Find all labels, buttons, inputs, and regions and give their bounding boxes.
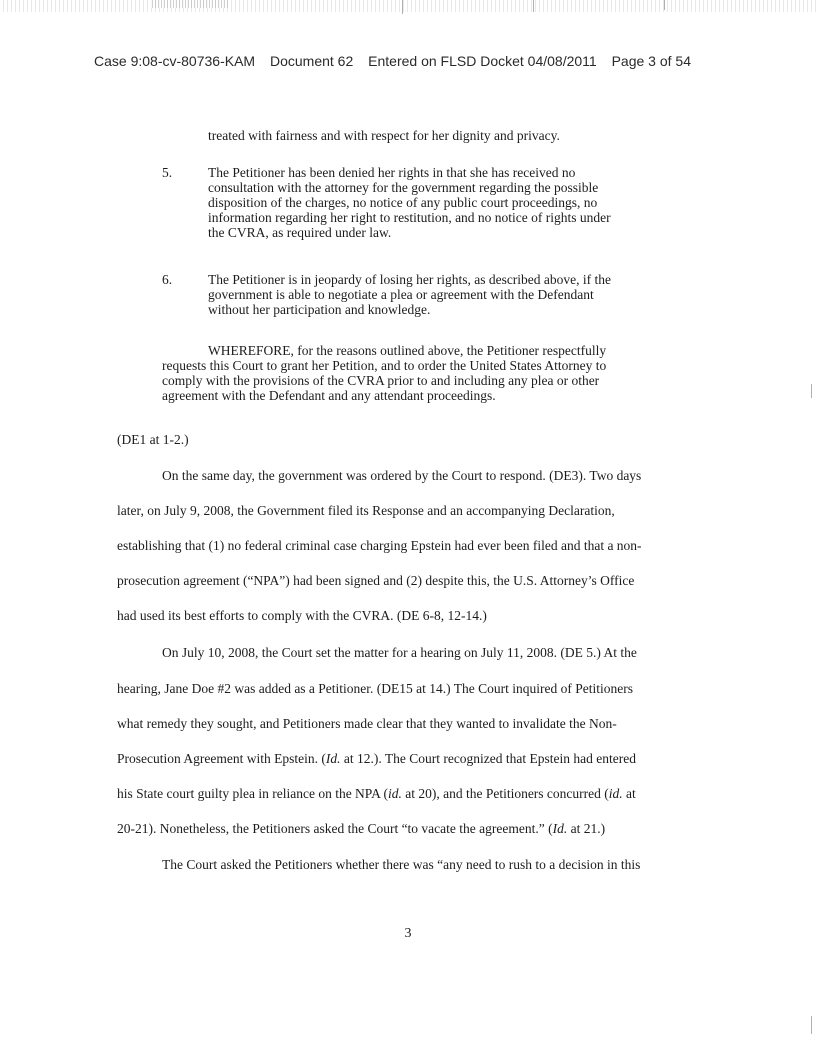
quote-line: requests this Court to grant her Petition, and to order the United States Attorney to <box>162 358 607 373</box>
body-line: On July 10, 2008, the Court set the matter for a hearing on July 11, 2008. (DE 5.) At the <box>162 645 637 660</box>
case-number: Case 9:08-cv-80736-KAM <box>94 53 256 69</box>
quote-line: without her participation and knowledge. <box>208 302 431 317</box>
body-line <box>117 751 636 767</box>
body-line <box>117 821 605 837</box>
scan-artifact-mark <box>811 384 812 398</box>
body-line <box>117 786 636 802</box>
body-line: The Court asked the Petitioners whether there was “any need to rush to a decision in this <box>162 857 641 872</box>
text-run: Prosecution Agreement with Epstein. ( <box>117 751 326 766</box>
quote-item <box>208 165 611 240</box>
scan-artifact-mark <box>402 0 403 14</box>
text-run: at 12.). The Court recognized that Epstein had entered <box>340 751 636 766</box>
docket-entry: Entered on FLSD Docket 04/08/2011 <box>368 53 597 69</box>
quote-line: the CVRA, as required under law. <box>208 225 392 240</box>
text-run: 20-21). Nonetheless, the Petitioners asked the Court “to vacate the agreement.” ( <box>117 821 553 836</box>
body-line: prosecution agreement (“NPA”) had been signed and (2) despite this, the U.S. Attorney’s Office <box>117 573 635 588</box>
citation-id: id. <box>387 786 402 801</box>
body-line: On the same day, the government was ordered by the Court to respond. (DE3). Two days <box>162 468 642 483</box>
text-run: his State court guilty plea in reliance on the NPA ( <box>117 786 388 801</box>
document-number: Document 62 <box>269 53 354 69</box>
quote-line: agreement with the Defendant and any attendant proceedings. <box>162 388 496 403</box>
text-run: at 20), and the Petitioners concurred ( <box>401 786 609 801</box>
scan-artifact-strip <box>150 0 230 8</box>
quote-continuation: treated with fairness and with respect for her dignity and privacy. <box>208 128 560 143</box>
quote-line: government is able to negotiate a plea or agreement with the Defendant <box>208 287 594 302</box>
body-line: hearing, Jane Doe #2 was added as a Petitioner. (DE15 at 14.) The Court inquired of Petitioners <box>117 681 633 696</box>
text-run: at 21.) <box>567 821 606 836</box>
scan-artifact-mark <box>664 0 665 10</box>
quote-line: The Petitioner is in jeopardy of losing her rights, as described above, if the <box>208 272 612 287</box>
quote-line: consultation with the attorney for the government regarding the possible <box>208 180 599 195</box>
quote-item-number: 5. <box>162 165 173 180</box>
scan-artifact-mark <box>533 0 534 12</box>
citation-id: Id. <box>552 821 568 836</box>
page-number: 3 <box>404 926 412 941</box>
body-line: what remedy they sought, and Petitioners made clear that they wanted to invalidate the Non- <box>117 716 617 731</box>
citation-id: Id. <box>325 751 341 766</box>
body-line: establishing that (1) no federal criminal case charging Epstein had ever been filed and that a non- <box>117 538 642 553</box>
scan-artifact-strip <box>0 0 816 12</box>
quote-line: information regarding her right to restitution, and no notice of rights under <box>208 210 611 225</box>
case-header <box>94 53 702 69</box>
body-line: later, on July 9, 2008, the Government filed its Response and an accompanying Declaration, <box>117 503 615 518</box>
page-indicator: Page 3 of 54 <box>611 53 691 69</box>
quote-item-number: 6. <box>162 272 173 287</box>
quote-line: The Petitioner has been denied her rights in that she has received no <box>208 165 576 180</box>
scan-artifact-mark <box>811 1016 812 1034</box>
quote-line: comply with the provisions of the CVRA prior to and including any plea or other <box>162 373 600 388</box>
citation: (DE1 at 1-2.) <box>117 432 189 447</box>
body-line: had used its best efforts to comply with the CVRA. (DE 6-8, 12-14.) <box>117 608 487 623</box>
text-run: at <box>622 786 636 801</box>
citation-id: id. <box>608 786 623 801</box>
quote-line: disposition of the charges, no notice of any public court proceedings, no <box>208 195 598 210</box>
quote-item <box>208 272 611 317</box>
wherefore-clause <box>162 343 606 403</box>
quote-line: WHEREFORE, for the reasons outlined above, the Petitioner respectfully <box>208 343 607 358</box>
